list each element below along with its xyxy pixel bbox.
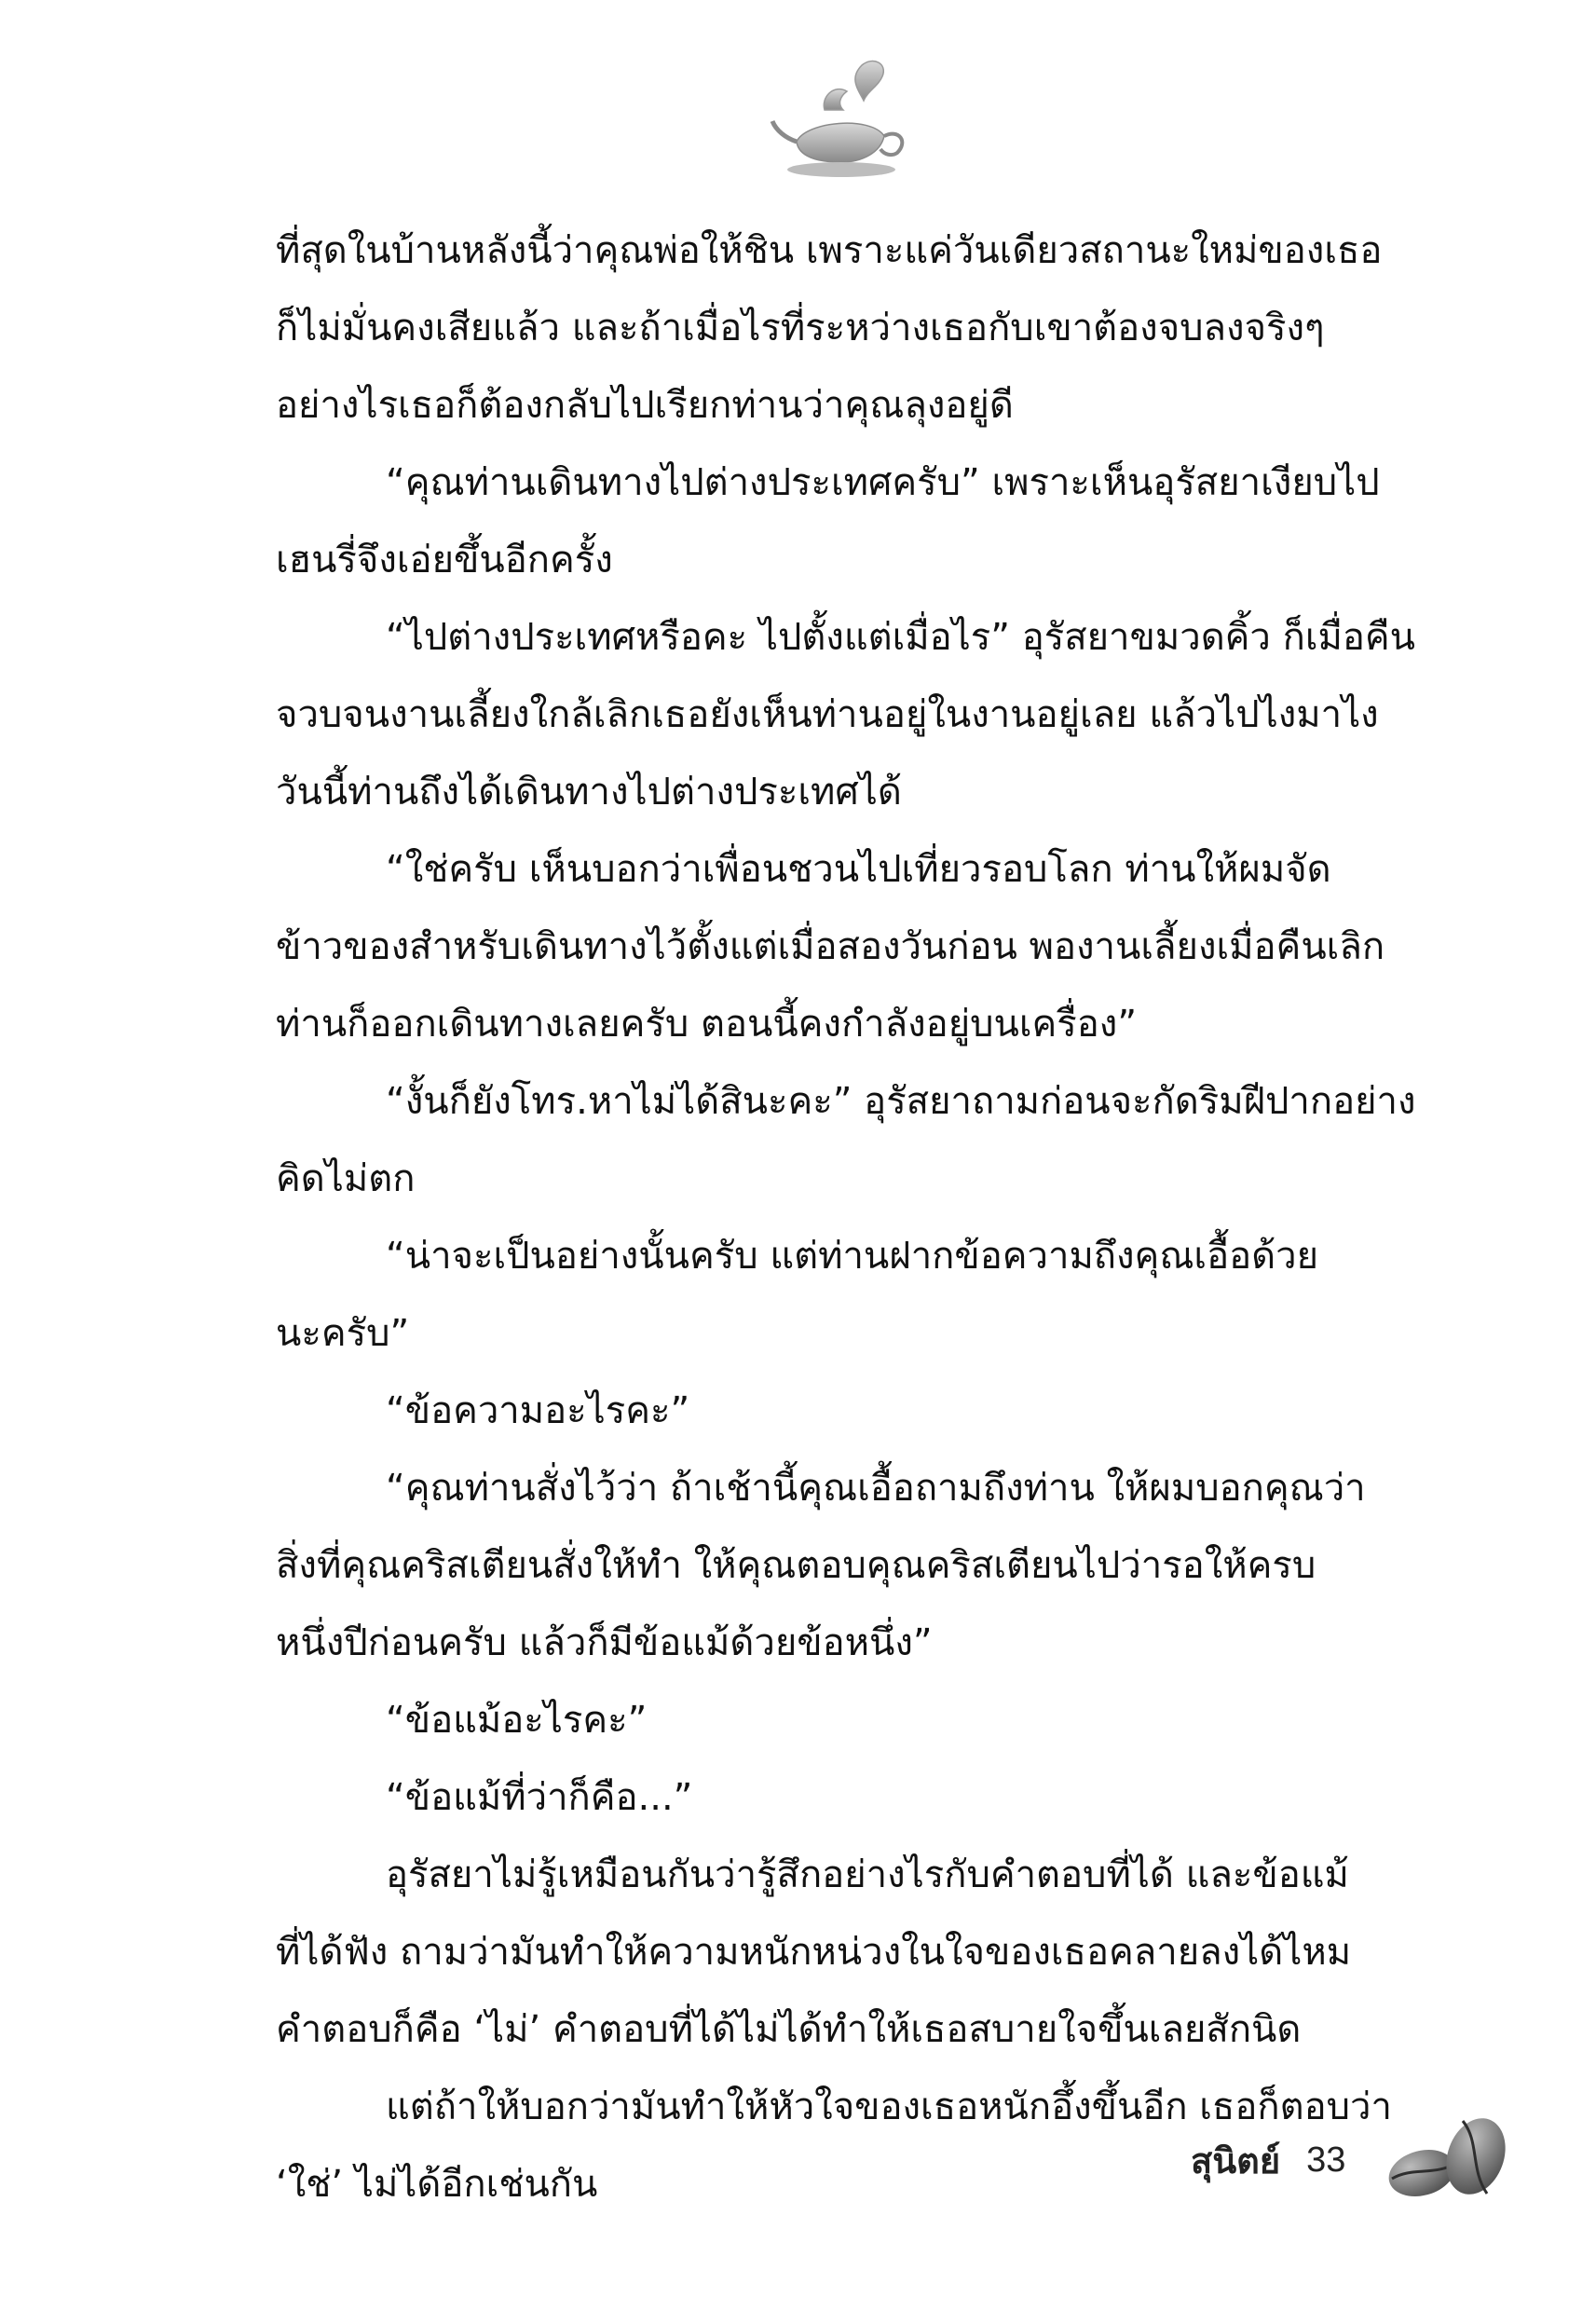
text-line: “งั้นก็ยังโทร.หาไม่ได้สินะคะ” อุรัสยาถามก่อนจะกัดริมฝีปากอย่าง (386, 1080, 1416, 1123)
text-line: “คุณท่านเดินทางไปต่างประเทศครับ” เพราะเห็นอุรัสยาเงียบไป (386, 461, 1380, 504)
text-line: สิ่งที่คุณคริสเตียนสั่งให้ทำ ให้คุณตอบคุณคริสเตียนไปว่ารอให้ครบ (276, 1544, 1316, 1587)
page-number: 33 (1306, 2140, 1346, 2180)
text-line: นะครับ” (276, 1312, 410, 1355)
text-line: “น่าจะเป็นอย่างนั้นครับ แต่ท่านฝากข้อความถึงคุณเอื้อด้วย (386, 1235, 1319, 1278)
text-line: “ใช่ครับ เห็นบอกว่าเพื่อนชวนไปเที่ยวรอบโลก ท่านให้ผมจัด (386, 848, 1331, 891)
text-line: ที่สุดในบ้านหลังนี้ว่าคุณพ่อให้ชิน เพราะแค่วันเดียวสถานะใหม่ของเธอ (276, 229, 1383, 272)
text-line: แต่ถ้าให้บอกว่ามันทำให้หัวใจของเธอหนักอึ้งขึ้นอีก เธอก็ตอบว่า (386, 2085, 1392, 2128)
text-line: “ไปต่างประเทศหรือคะ ไปตั้งแต่เมื่อไร” อุรัสยาขมวดคิ้ว ก็เมื่อคืน (386, 616, 1415, 659)
text-line: หนึ่งปีก่อนครับ แล้วก็มีข้อแม้ด้วยข้อหนึ่ง” (276, 1621, 933, 1664)
text-line: “ข้อแม้ที่ว่าก็คือ...” (386, 1776, 693, 1819)
text-line: อย่างไรเธอก็ต้องกลับไปเรียกท่านว่าคุณลุงอยู่ดี (276, 384, 1014, 427)
text-line: “ข้อความอะไรคะ” (386, 1389, 690, 1432)
text-line: ก็ไม่มั่นคงเสียแล้ว และถ้าเมื่อไรที่ระหว่างเธอกับเขาต้องจบลงจริงๆ (276, 307, 1325, 349)
text-line: ข้าวของสำหรับเดินทางไว้ตั้งแต่เมื่อสองวันก่อน พองานเลี้ยงเมื่อคืนเลิก (276, 925, 1385, 968)
text-line: จวบจนงานเลี้ยงใกล้เลิกเธอยังเห็นท่านอยู่ในงานอยู่เลย แล้วไปไงมาไง (276, 693, 1379, 736)
book-title: สุนิตย์ (1191, 2140, 1281, 2181)
text-line: คิดไม่ตก (276, 1157, 416, 1200)
text-line: ที่ได้ฟัง ถามว่ามันทำให้ความหนักหน่วงในใจของเธอคลายลงได้ไหม (276, 1931, 1352, 1974)
text-line: “ข้อแม้อะไรคะ” (386, 1699, 648, 1742)
coffee-beans-icon (1377, 2113, 1517, 2207)
text-line: ‘ใช่’ ไม่ได้อีกเช่นกัน (276, 2163, 598, 2206)
teapot-ornament-icon (769, 56, 918, 186)
text-line: เฮนรี่จึงเอ่ยขึ้นอีกครั้ง (276, 539, 613, 581)
text-line: อุรัสยาไม่รู้เหมือนกันว่ารู้สึกอย่างไรกับคำตอบที่ได้ และข้อแม้ (386, 1853, 1349, 1896)
page-footer (1191, 2123, 1345, 2197)
text-line: วันนี้ท่านถึงได้เดินทางไปต่างประเทศได้ (276, 771, 902, 814)
text-line: คำตอบก็คือ ‘ไม่’ คำตอบที่ได้ไม่ได้ทำให้เธอสบายใจขึ้นเลยสักนิด (276, 2008, 1302, 2051)
text-line: ท่านก็ออกเดินทางเลยครับ ตอนนี้คงกำลังอยู่บนเครื่อง” (276, 1003, 1138, 1046)
body-text (276, 212, 1422, 2223)
text-line: “คุณท่านสั่งไว้ว่า ถ้าเช้านี้คุณเอื้อถามถึงท่าน ให้ผมบอกคุณว่า (386, 1467, 1366, 1510)
